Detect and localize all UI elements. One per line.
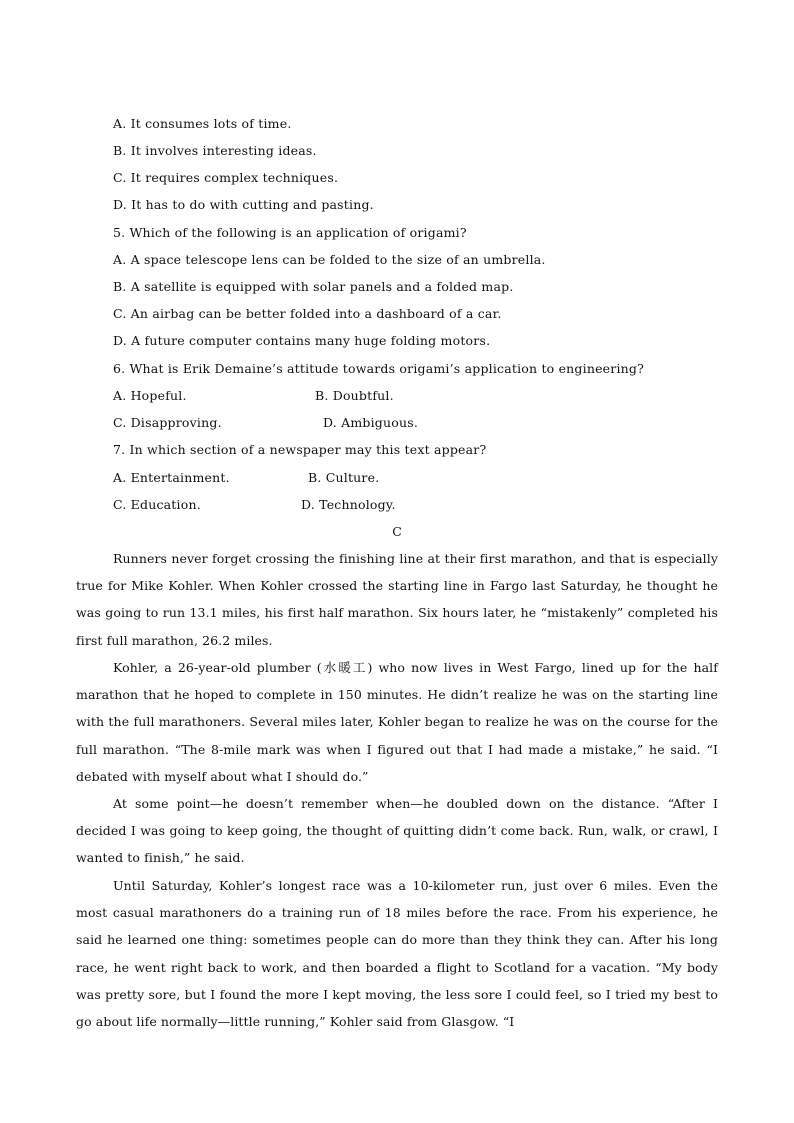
- q4-option-c: C. It requires complex techniques.: [113, 170, 339, 185]
- passage-paragraph-1: Runners never forget crossing the finishing line at their first marathon, and that is especially true for Mike Kohler. When Kohler crossed the starting line in Fargo last Saturday, he thought he was going to run 13.1 miles, his first half marathon. Six hours later, he “mistakenly” completed his first full marathon, 26.2 miles.: [76, 551, 718, 648]
- q6-option-c: C. Disapproving.: [113, 415, 222, 430]
- passage-paragraph-2: Kohler, a 26-year-old plumber (水暖工) who now lives in West Fargo, lined up for the half marathon that he hoped to complete in 150 minutes. He didn’t realize he was on the starting line with the full marathoners. Several miles later, Kohler began to realize he was on the course for the full marathon. “The 8-mile mark was when I figured out that I had made a mistake,” he said. “I debated with myself about what I should do.”: [76, 660, 718, 784]
- q6-option-d: D. Ambiguous.: [323, 415, 419, 430]
- q5-option-d: D. A future computer contains many huge folding motors.: [113, 333, 491, 348]
- q7-option-b: B. Culture.: [308, 470, 380, 485]
- q4-option-a: A. It consumes lots of time.: [113, 116, 292, 131]
- q6-option-a: A. Hopeful.: [113, 388, 187, 403]
- q5-option-a: A. A space telescope lens can be folded to the size of an umbrella.: [113, 252, 546, 267]
- q7-option-d: D. Technology.: [301, 497, 396, 512]
- passage-paragraph-3: At some point—he doesn’t remember when—he doubled down on the distance. “After I decided I was going to keep going, the thought of quitting didn’t come back. Run, walk, or crawl, I wanted to finish,” he said.: [76, 796, 718, 866]
- q7-stem: 7. In which section of a newspaper may this text appear?: [113, 442, 487, 457]
- q4-option-d: D. It has to do with cutting and pasting.: [113, 197, 374, 212]
- q5-option-b: B. A satellite is equipped with solar panels and a folded map.: [113, 279, 514, 294]
- q6-option-b: B. Doubtful.: [315, 388, 394, 403]
- passage-paragraph-4: Until Saturday, Kohler’s longest race was a 10-kilometer run, just over 6 miles. Even the most casual marathoners do a training run of 18 miles before the race. From his experience, he said he learned one thing: sometimes people can do more than they think they can. After his long race, he went right back to work, and then boarded a flight to Scotland for a vacation. “My body was pretty sore, but I found the more I kept moving, the less sore I could feel, so I tried my best to go about life normally—little running,” Kohler said from Glasgow. “I: [76, 878, 718, 1030]
- q7-option-c: C. Education.: [113, 497, 201, 512]
- q7-option-a: A. Entertainment.: [113, 470, 230, 485]
- q5-stem: 5. Which of the following is an application of origami?: [113, 225, 467, 240]
- q5-option-c: C. An airbag can be better folded into a dashboard of a car.: [113, 306, 502, 321]
- q6-stem: 6. What is Erik Demaine’s attitude towards origami’s application to engineering?: [113, 361, 645, 376]
- q4-option-b: B. It involves interesting ideas.: [113, 143, 317, 158]
- section-heading-c: C: [392, 524, 402, 539]
